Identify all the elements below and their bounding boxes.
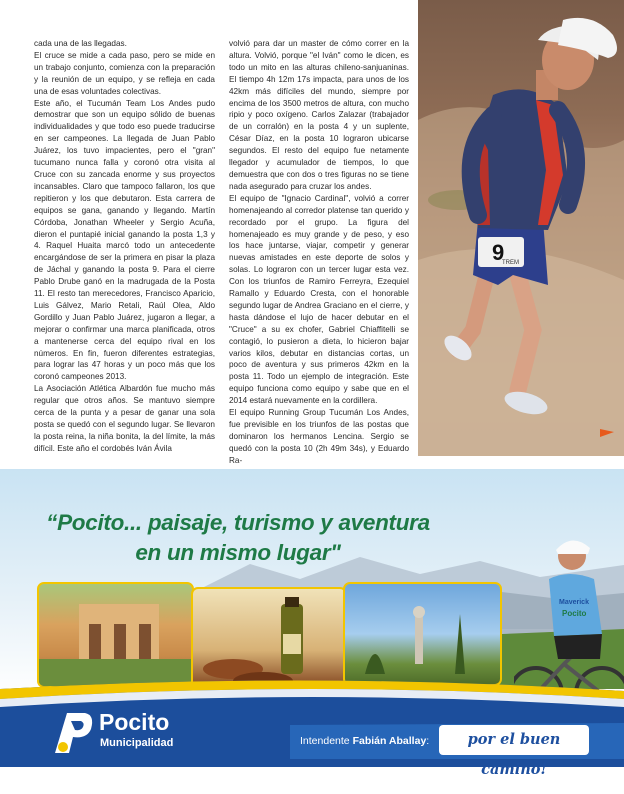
slogan: por el buen camino!	[439, 725, 589, 755]
runner-illustration	[418, 0, 624, 456]
ad-headline-line2: en un mismo lugar"	[135, 540, 341, 565]
bib-number: 9	[492, 240, 505, 265]
brand-name: Pocito	[99, 709, 170, 735]
pocito-logo-icon	[51, 707, 95, 757]
thumbnail-hacienda	[37, 582, 194, 688]
paragraph: cada una de las llegadas.	[34, 39, 127, 48]
intendente-prefix: Intendente	[300, 735, 350, 747]
paragraph: El equipo de "Ignacio Cardinal", volvió a correr homenajeando al corredor platense tan querido y recordado por el grupo. La figura del homenajeado es muy grande y de peso, y eso los hace juntarse, viajar, competir y generar nuevas amistades en este deporte de solos y solas. Lo lograron con un tercer lugar esta vez. Con los triunfos de Ramiro Ferreyra, Ezequiel Ramallo y Eduardo Cresta, con el honorable segundo lugar de Andrea Graciano en el cierre, y hasta dándose el lujo de hacer debutar en el "Cruce" a su ex chofer, Gabriel Chiaffitelli se contagió, lo pusieron a dieta, lo hicieron bajar varios kilos, debutar en distancias cortas, un poco de aventura y sus primeros 42km en la posta 11. Todo un ejemplo de integración. Este equipo funciona como equipo y sabe que en el 2014 estará nuevamente en la cordillera.	[229, 193, 409, 406]
paragraph: volvió para dar un master de cómo correr en la altura. Volvió, porque "el Iván" como le dicen, es todo un mito en las alturas chileno-sanjuaninas. El tiempo 4h 12m 17s impacta, para unos de los 42km más difíciles del mundo, siempre por encima de los 3500 metros de altura, con mucho ripio y poco oxígeno. Carlos Zalazar (trabajador de un corralón) en la posta 4 y un suplente, César Díaz, en la posta 10 lograron ubicarse segundos. El resto del equipo fue netamente llegador y acumulador de tiempos, lo que demuestra que con dos o tres figuras no se tiene nada asegurado para cruzar los andes.	[229, 39, 409, 191]
colon: :	[426, 735, 430, 747]
paragraph: El equipo Running Group Tucumán Los Andes, fue previsible en los triunfos de las postas que dominaron los hermanos Lencina. Sergio se quedó con la posta 10 (2h 49m 34s), y Eduardo Ra-	[229, 408, 409, 465]
paragraph: Este año, el Tucumán Team Los Andes pudo demostrar que son un equipo sólido de buenas individualidades y que todo eso puede traducirse en ser campeones. La llegada de Juan Pablo Juárez, los tuvo impacientes, pero el "gran" tucumano nunca falla y coronó otra visita al Cruce con su zancada enorme y sus proyectos incansables. Claro que tampoco fallaron, los que repitieron y los que debutaron. Esta carrera de equipos se gana, ganando y llegando. Martín Córdoba, Jonathan Wheeler y Sergio Acuña, dieron el puntapié inicial ganando la posta 1,3 y 4. Raquel Huaita marcó todo un antecedente encargándose de ser la primera en pisar la plaza de Jáchal y ganando la posta 9. Para el cierre Pablo Drube ganó en la madrugada de la Posta 11. El resto tan merecedores, Francisco Aparicio, Luis Gálvez, Mario Retali, Raúl Olea, Aldo Gordillo y Juan Pablo Juárez, jugaron a llegar, a mejorar o confirmar una marca planificada, otros a mantenerse cerca del equipo rival en los números. En fin, fueron diferentes estrategias, para lograr las 47 horas y un poco más que los coronó campeones 2013.	[34, 98, 215, 382]
article-column-1	[34, 38, 215, 455]
jersey-brand: Maverick	[559, 599, 589, 606]
pocito-advertisement	[0, 469, 624, 794]
paragraph: El cruce se mide a cada paso, pero se mide en un trabajo conjunto, comienza con la preparación y la reunión de un equipo, y se refleja en cada una de esas voluntades colectivas.	[34, 50, 215, 96]
article-column-2	[229, 38, 409, 467]
paragraph: La Asociación Atlética Albardón fue mucho más regular que otros años. Se mantuvo siempre cerca de la punta y a pesar de ganar una sola posta se quedó con el segundo lugar. Se llevaron la posta reina, la niña bonita, la del límite, la más difícil. Este año el cordobés Iván Ávila	[34, 384, 215, 453]
bib-brand: TREM	[502, 260, 519, 266]
ad-headline-line1: “Pocito... paisaje, turismo y aventura	[46, 510, 430, 535]
jersey-text: Pocito	[562, 609, 587, 618]
runner-photo	[418, 0, 624, 456]
intendente-label	[300, 735, 429, 747]
brand-subtitle: Municipalidad	[100, 737, 174, 749]
intendente-name: Fabián Aballay	[352, 735, 427, 747]
thumbnail-plaza	[343, 582, 502, 686]
